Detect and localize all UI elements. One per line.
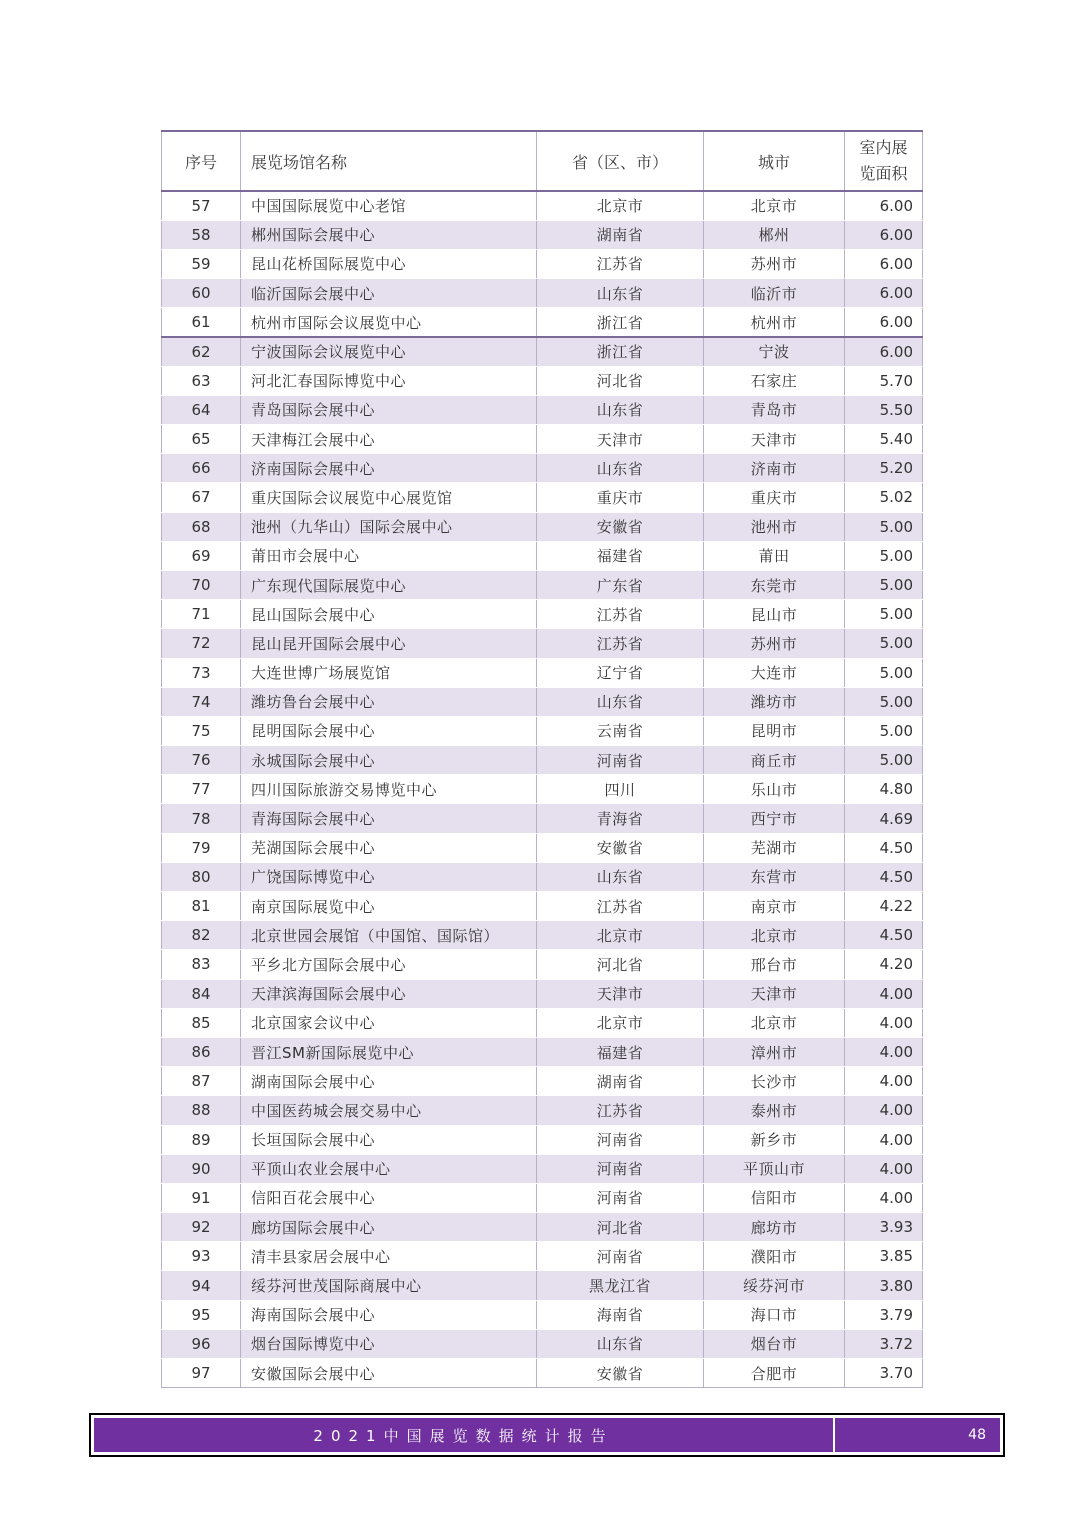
venue-name: 安徽国际会展中心: [241, 1359, 537, 1388]
venue-name: 潍坊鲁台会展中心: [241, 687, 537, 716]
indoor-area: 5.00: [845, 629, 923, 658]
city: 南京市: [704, 892, 845, 921]
city: 合肥市: [704, 1359, 845, 1388]
venue-name: 广东现代国际展览中心: [241, 570, 537, 599]
city: 郴州: [704, 220, 845, 249]
row-number: 87: [162, 1067, 241, 1096]
indoor-area: 3.72: [845, 1329, 923, 1358]
province: 安徽省: [537, 833, 704, 862]
row-number: 78: [162, 804, 241, 833]
header-area: [845, 131, 923, 191]
venue-name: 昆山国际会展中心: [241, 600, 537, 629]
venue-name: 昆明国际会展中心: [241, 716, 537, 745]
indoor-area: 5.50: [845, 395, 923, 424]
city: 濮阳市: [704, 1242, 845, 1271]
table-row: [162, 1125, 923, 1154]
city: 商丘市: [704, 746, 845, 775]
venue-name: 绥芬河世茂国际商展中心: [241, 1271, 537, 1300]
indoor-area: 5.20: [845, 454, 923, 483]
table-row: [162, 804, 923, 833]
province: 安徽省: [537, 1359, 704, 1388]
city: 天津市: [704, 979, 845, 1008]
city: 乐山市: [704, 775, 845, 804]
province: 浙江省: [537, 308, 704, 337]
row-number: 81: [162, 892, 241, 921]
city: 天津市: [704, 425, 845, 454]
province: 福建省: [537, 541, 704, 570]
city: 平顶山市: [704, 1154, 845, 1183]
indoor-area: 6.00: [845, 191, 923, 220]
row-number: 73: [162, 658, 241, 687]
city: 济南市: [704, 454, 845, 483]
province: 辽宁省: [537, 658, 704, 687]
venue-name: 北京世园会展馆（中国馆、国际馆）: [241, 921, 537, 950]
row-number: 64: [162, 395, 241, 424]
indoor-area: 4.20: [845, 950, 923, 979]
row-number: 66: [162, 454, 241, 483]
venue-name: 青海国际会展中心: [241, 804, 537, 833]
row-number: 89: [162, 1125, 241, 1154]
row-number: 60: [162, 279, 241, 308]
province: 河南省: [537, 1125, 704, 1154]
row-number: 74: [162, 687, 241, 716]
table-row: [162, 833, 923, 862]
city: 北京市: [704, 1008, 845, 1037]
indoor-area: 3.80: [845, 1271, 923, 1300]
province: 山东省: [537, 687, 704, 716]
province: 山东省: [537, 1329, 704, 1358]
province: 山东省: [537, 454, 704, 483]
row-number: 85: [162, 1008, 241, 1037]
city: 莆田: [704, 541, 845, 570]
province: 河南省: [537, 1183, 704, 1212]
row-number: 59: [162, 249, 241, 278]
city: 廊坊市: [704, 1213, 845, 1242]
venue-name: 昆山花桥国际展览中心: [241, 249, 537, 278]
province: 江苏省: [537, 249, 704, 278]
city: 芜湖市: [704, 833, 845, 862]
row-number: 77: [162, 775, 241, 804]
province: 河南省: [537, 1242, 704, 1271]
table-row: [162, 220, 923, 249]
city: 苏州市: [704, 249, 845, 278]
row-number: 57: [162, 191, 241, 220]
row-number: 86: [162, 1037, 241, 1066]
venue-name: 南京国际展览中心: [241, 892, 537, 921]
province: 河北省: [537, 1213, 704, 1242]
province: 河北省: [537, 366, 704, 395]
indoor-area: 5.70: [845, 366, 923, 395]
table-row: [162, 1213, 923, 1242]
header-city: 城市: [704, 131, 845, 191]
indoor-area: 6.00: [845, 308, 923, 337]
venue-name: 平乡北方国际会展中心: [241, 950, 537, 979]
province: 山东省: [537, 279, 704, 308]
venue-name: 湖南国际会展中心: [241, 1067, 537, 1096]
venue-name: 宁波国际会议展览中心: [241, 337, 537, 366]
indoor-area: 4.80: [845, 775, 923, 804]
city: 邢台市: [704, 950, 845, 979]
venue-name: 永城国际会展中心: [241, 746, 537, 775]
indoor-area: 4.00: [845, 1154, 923, 1183]
province: 北京市: [537, 1008, 704, 1037]
province: 青海省: [537, 804, 704, 833]
table-row: [162, 716, 923, 745]
city: 杭州市: [704, 308, 845, 337]
venue-name: 北京国家会议中心: [241, 1008, 537, 1037]
city: 昆明市: [704, 716, 845, 745]
table-row: [162, 1242, 923, 1271]
province: 天津市: [537, 425, 704, 454]
venue-name: 芜湖国际会展中心: [241, 833, 537, 862]
table-row: [162, 892, 923, 921]
header-area-line1: 室内展: [859, 138, 908, 157]
indoor-area: 5.00: [845, 541, 923, 570]
indoor-area: 3.79: [845, 1300, 923, 1329]
venue-name: 四川国际旅游交易博览中心: [241, 775, 537, 804]
table-row: [162, 541, 923, 570]
table-row: [162, 1096, 923, 1125]
table-row: [162, 512, 923, 541]
venue-name: 晋江SM新国际展览中心: [241, 1037, 537, 1066]
table-header-row: [162, 131, 923, 191]
indoor-area: 3.85: [845, 1242, 923, 1271]
indoor-area: 5.00: [845, 658, 923, 687]
indoor-area: 5.00: [845, 600, 923, 629]
indoor-area: 4.69: [845, 804, 923, 833]
indoor-area: 5.00: [845, 746, 923, 775]
province: 福建省: [537, 1037, 704, 1066]
city: 宁波: [704, 337, 845, 366]
table-row: [162, 454, 923, 483]
table-row: [162, 862, 923, 891]
row-number: 68: [162, 512, 241, 541]
venue-name: 河北汇春国际博览中心: [241, 366, 537, 395]
city: 新乡市: [704, 1125, 845, 1154]
venue-name: 重庆国际会议展览中心展览馆: [241, 483, 537, 512]
indoor-area: 5.00: [845, 570, 923, 599]
table-row: [162, 921, 923, 950]
table-row: [162, 629, 923, 658]
province: 河北省: [537, 950, 704, 979]
row-number: 94: [162, 1271, 241, 1300]
table-row: [162, 1037, 923, 1066]
table-row: [162, 746, 923, 775]
indoor-area: 5.00: [845, 716, 923, 745]
row-number: 75: [162, 716, 241, 745]
venue-name: 杭州市国际会议展览中心: [241, 308, 537, 337]
row-number: 65: [162, 425, 241, 454]
header-province: 省（区、市）: [537, 131, 704, 191]
venue-name: 青岛国际会展中心: [241, 395, 537, 424]
table-row: [162, 1154, 923, 1183]
indoor-area: 4.00: [845, 1125, 923, 1154]
indoor-area: 3.93: [845, 1213, 923, 1242]
table-row: [162, 1183, 923, 1212]
row-number: 93: [162, 1242, 241, 1271]
province: 湖南省: [537, 220, 704, 249]
table-row: [162, 279, 923, 308]
venue-name: 长垣国际会展中心: [241, 1125, 537, 1154]
venue-name: 廊坊国际会展中心: [241, 1213, 537, 1242]
city: 青岛市: [704, 395, 845, 424]
venue-name: 天津梅江会展中心: [241, 425, 537, 454]
province: 江苏省: [537, 629, 704, 658]
row-number: 83: [162, 950, 241, 979]
indoor-area: 5.40: [845, 425, 923, 454]
row-number: 84: [162, 979, 241, 1008]
row-number: 80: [162, 862, 241, 891]
row-number: 90: [162, 1154, 241, 1183]
header-name: 展览场馆名称: [241, 131, 537, 191]
table-row: [162, 1067, 923, 1096]
venue-name: 大连世博广场展览馆: [241, 658, 537, 687]
header-area-line2: 览面积: [859, 164, 908, 183]
table-row: [162, 1300, 923, 1329]
city: 北京市: [704, 921, 845, 950]
venue-name: 平顶山农业会展中心: [241, 1154, 537, 1183]
city: 烟台市: [704, 1329, 845, 1358]
province: 重庆市: [537, 483, 704, 512]
venue-table: [161, 130, 923, 1388]
indoor-area: 5.02: [845, 483, 923, 512]
table-row: [162, 395, 923, 424]
indoor-area: 5.00: [845, 687, 923, 716]
province: 江苏省: [537, 892, 704, 921]
row-number: 63: [162, 366, 241, 395]
indoor-area: 4.00: [845, 1067, 923, 1096]
row-number: 88: [162, 1096, 241, 1125]
city: 西宁市: [704, 804, 845, 833]
city: 东营市: [704, 862, 845, 891]
row-number: 95: [162, 1300, 241, 1329]
table-row: [162, 1359, 923, 1388]
row-number: 70: [162, 570, 241, 599]
table-row: [162, 483, 923, 512]
row-number: 96: [162, 1329, 241, 1358]
indoor-area: 6.00: [845, 220, 923, 249]
row-number: 79: [162, 833, 241, 862]
table-row: [162, 600, 923, 629]
city: 海口市: [704, 1300, 845, 1329]
venue-name: 郴州国际会展中心: [241, 220, 537, 249]
city: 临沂市: [704, 279, 845, 308]
venue-name: 烟台国际博览中心: [241, 1329, 537, 1358]
row-number: 91: [162, 1183, 241, 1212]
venue-name: 广饶国际博览中心: [241, 862, 537, 891]
table-row: [162, 775, 923, 804]
province: 河南省: [537, 746, 704, 775]
header-no: 序号: [162, 131, 241, 191]
province: 黑龙江省: [537, 1271, 704, 1300]
row-number: 97: [162, 1359, 241, 1388]
row-number: 71: [162, 600, 241, 629]
footer-title: 2021中国展览数据统计报告: [313, 1426, 614, 1445]
indoor-area: 4.50: [845, 833, 923, 862]
venue-name: 莆田市会展中心: [241, 541, 537, 570]
row-number: 69: [162, 541, 241, 570]
city: 石家庄: [704, 366, 845, 395]
table-row: [162, 191, 923, 220]
table-row: [162, 570, 923, 599]
province: 山东省: [537, 395, 704, 424]
indoor-area: 6.00: [845, 279, 923, 308]
table-body: [162, 191, 923, 1388]
table-row: [162, 366, 923, 395]
indoor-area: 4.00: [845, 1096, 923, 1125]
table-row: [162, 425, 923, 454]
indoor-area: 4.00: [845, 979, 923, 1008]
province: 安徽省: [537, 512, 704, 541]
province: 江苏省: [537, 1096, 704, 1125]
city: 东莞市: [704, 570, 845, 599]
row-number: 82: [162, 921, 241, 950]
province: 湖南省: [537, 1067, 704, 1096]
indoor-area: 4.50: [845, 862, 923, 891]
table-row: [162, 1271, 923, 1300]
venue-name: 信阳百花会展中心: [241, 1183, 537, 1212]
table-row: [162, 687, 923, 716]
indoor-area: 3.70: [845, 1359, 923, 1388]
venue-name: 池州（九华山）国际会展中心: [241, 512, 537, 541]
table-row: [162, 1008, 923, 1037]
province: 云南省: [537, 716, 704, 745]
city: 重庆市: [704, 483, 845, 512]
province: 北京市: [537, 921, 704, 950]
table-row: [162, 337, 923, 366]
province: 天津市: [537, 979, 704, 1008]
indoor-area: 4.50: [845, 921, 923, 950]
indoor-area: 5.00: [845, 512, 923, 541]
row-number: 92: [162, 1213, 241, 1242]
page-footer: [89, 1413, 1005, 1457]
venue-name: 天津滨海国际会展中心: [241, 979, 537, 1008]
footer-bar: [94, 1418, 1000, 1452]
city: 昆山市: [704, 600, 845, 629]
indoor-area: 4.00: [845, 1183, 923, 1212]
venue-name: 济南国际会展中心: [241, 454, 537, 483]
indoor-area: 6.00: [845, 337, 923, 366]
city: 漳州市: [704, 1037, 845, 1066]
city: 北京市: [704, 191, 845, 220]
province: 海南省: [537, 1300, 704, 1329]
table-row: [162, 950, 923, 979]
row-number: 67: [162, 483, 241, 512]
province: 北京市: [537, 191, 704, 220]
indoor-area: 6.00: [845, 249, 923, 278]
city: 大连市: [704, 658, 845, 687]
province: 广东省: [537, 570, 704, 599]
venue-name: 清丰县家居会展中心: [241, 1242, 537, 1271]
province: 山东省: [537, 862, 704, 891]
venue-name: 临沂国际会展中心: [241, 279, 537, 308]
row-number: 61: [162, 308, 241, 337]
table-row: [162, 1329, 923, 1358]
city: 绥芬河市: [704, 1271, 845, 1300]
province: 浙江省: [537, 337, 704, 366]
province: 四川: [537, 775, 704, 804]
row-number: 76: [162, 746, 241, 775]
city: 潍坊市: [704, 687, 845, 716]
row-number: 62: [162, 337, 241, 366]
venue-name: 中国国际展览中心老馆: [241, 191, 537, 220]
table-row: [162, 658, 923, 687]
venue-name: 中国医药城会展交易中心: [241, 1096, 537, 1125]
table-row: [162, 308, 923, 337]
venue-name: 昆山昆开国际会展中心: [241, 629, 537, 658]
city: 信阳市: [704, 1183, 845, 1212]
indoor-area: 4.00: [845, 1037, 923, 1066]
table-row: [162, 249, 923, 278]
city: 泰州市: [704, 1096, 845, 1125]
page-number: 48: [968, 1427, 986, 1443]
row-number: 58: [162, 220, 241, 249]
row-number: 72: [162, 629, 241, 658]
city: 长沙市: [704, 1067, 845, 1096]
province: 河南省: [537, 1154, 704, 1183]
venue-name: 海南国际会展中心: [241, 1300, 537, 1329]
city: 苏州市: [704, 629, 845, 658]
indoor-area: 4.22: [845, 892, 923, 921]
table-row: [162, 979, 923, 1008]
city: 池州市: [704, 512, 845, 541]
province: 江苏省: [537, 600, 704, 629]
indoor-area: 4.00: [845, 1008, 923, 1037]
